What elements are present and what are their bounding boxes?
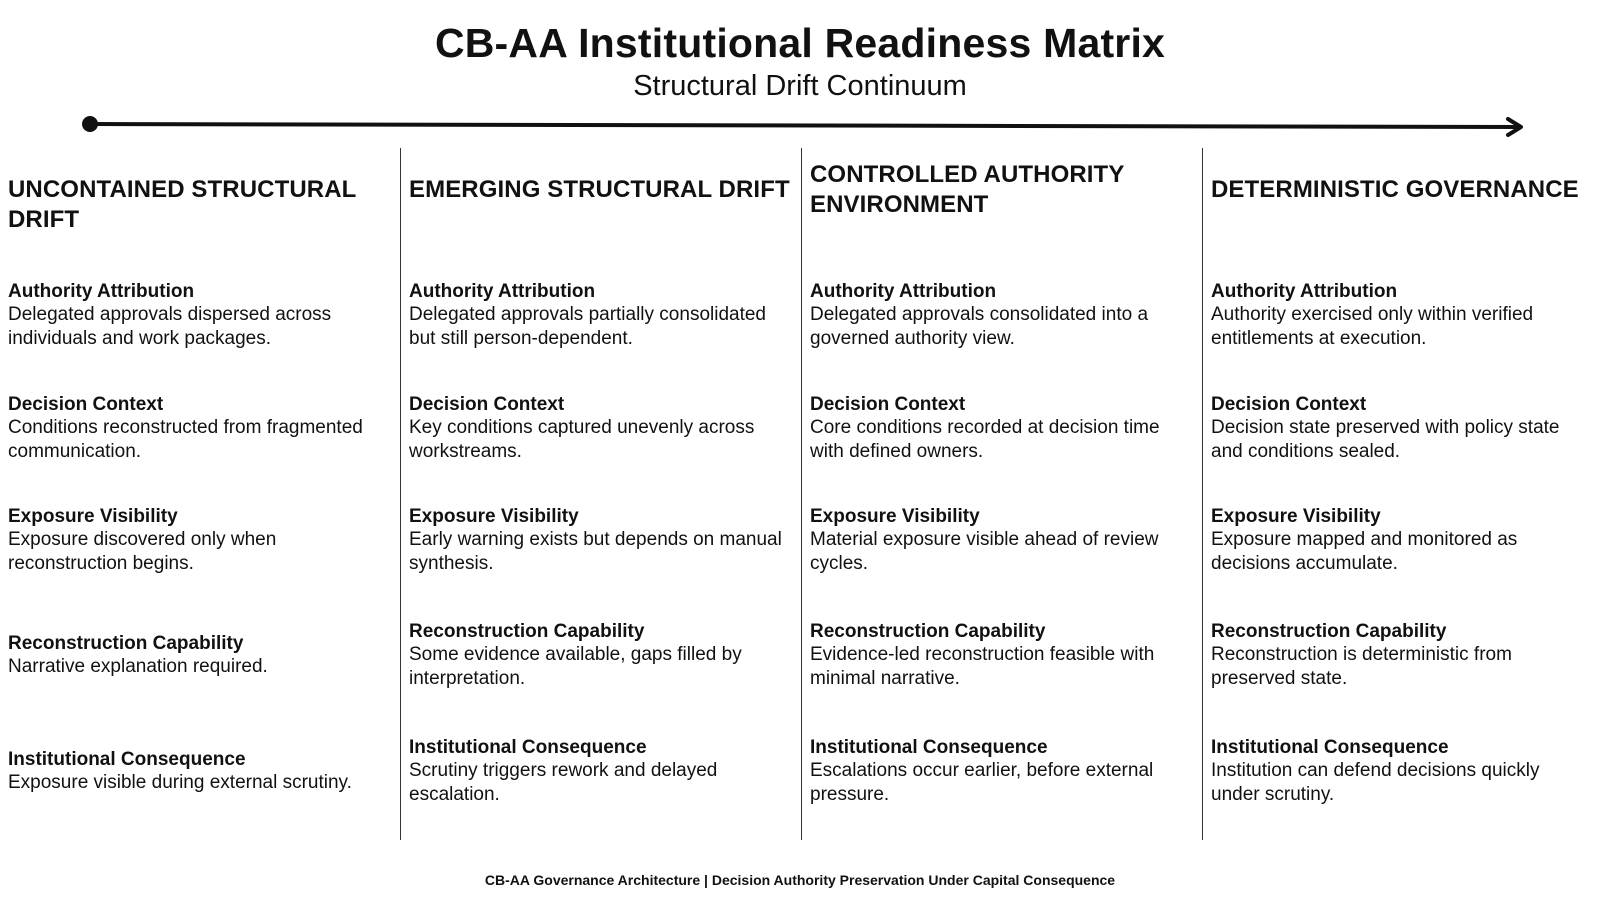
dimension-text: Exposure visible during external scrutiny. <box>8 772 352 793</box>
dimension-authority-attribution <box>810 280 1194 350</box>
dimension-text: Key conditions captured unevenly across workstreams. <box>409 417 755 462</box>
dimension-title: Exposure Visibility <box>8 506 178 527</box>
dimension-text: Decision state preserved with policy state and conditions sealed. <box>1211 417 1560 462</box>
column-controlled-authority-environment <box>801 148 1202 840</box>
dimension-institutional-consequence <box>1211 736 1592 806</box>
dimension-title: Decision Context <box>1211 394 1367 415</box>
dimension-authority-attribution <box>409 280 793 350</box>
dimension-authority-attribution <box>8 280 392 350</box>
dimension-title: Reconstruction Capability <box>810 621 1046 642</box>
dimension-title: Reconstruction Capability <box>8 633 244 654</box>
dimension-title: Institutional Consequence <box>810 737 1048 758</box>
dimension-text: Material exposure visible ahead of review cycles. <box>810 529 1159 574</box>
dimension-text: Narrative explanation required. <box>8 656 268 677</box>
column-emerging-structural-drift <box>400 148 801 840</box>
dimension-reconstruction-capability <box>409 620 793 690</box>
dimension-title: Exposure Visibility <box>810 506 980 527</box>
dimension-text: Delegated approvals consolidated into a governed authority view. <box>810 304 1149 349</box>
column-heading: UNCONTAINED STRUCTURAL DRIFT <box>8 176 356 233</box>
dimension-title: Exposure Visibility <box>1211 506 1381 527</box>
page-subtitle: Structural Drift Continuum <box>633 70 967 102</box>
dimension-title: Authority Attribution <box>409 281 596 302</box>
dimension-text: Exposure discovered only when reconstruction begins. <box>8 529 277 574</box>
column-uncontained-structural-drift <box>0 148 400 840</box>
dimension-text: Exposure mapped and monitored as decisions accumulate. <box>1211 529 1518 574</box>
dimension-exposure-visibility <box>8 505 392 575</box>
dimension-decision-context <box>8 393 392 463</box>
dimension-text: Early warning exists but depends on manual synthesis. <box>409 529 782 574</box>
dimension-reconstruction-capability <box>8 632 392 679</box>
dimension-exposure-visibility <box>1211 505 1592 575</box>
continuum-arrow-icon <box>80 114 1530 140</box>
dimension-institutional-consequence <box>810 736 1194 806</box>
dimension-exposure-visibility <box>409 505 793 575</box>
dimension-title: Decision Context <box>409 394 565 415</box>
dimension-title: Authority Attribution <box>1211 281 1398 302</box>
dimension-institutional-consequence <box>409 736 793 806</box>
dimension-decision-context <box>409 393 793 463</box>
dimension-title: Decision Context <box>810 394 966 415</box>
dimension-title: Institutional Consequence <box>409 737 647 758</box>
dimension-text: Core conditions recorded at decision time with defined owners. <box>810 417 1160 462</box>
dimension-title: Exposure Visibility <box>409 506 579 527</box>
dimension-text: Delegated approvals dispersed across individuals and work packages. <box>8 304 332 349</box>
dimension-text: Institution can defend decisions quickly under scrutiny. <box>1211 760 1540 805</box>
dimension-text: Escalations occur earlier, before external pressure. <box>810 760 1154 805</box>
dimension-authority-attribution <box>1211 280 1592 350</box>
dimension-title: Reconstruction Capability <box>1211 621 1447 642</box>
dimension-text: Scrutiny triggers rework and delayed escalation. <box>409 760 718 805</box>
dimension-institutional-consequence <box>8 748 392 795</box>
dimension-title: Decision Context <box>8 394 164 415</box>
dimension-reconstruction-capability <box>810 620 1194 690</box>
dimension-exposure-visibility <box>810 505 1194 575</box>
dimension-text: Authority exercised only within verified entitlements at execution. <box>1211 304 1534 349</box>
page-title: CB-AA Institutional Readiness Matrix <box>434 20 1166 66</box>
dimension-title: Authority Attribution <box>810 281 997 302</box>
continuum-line <box>90 124 1520 127</box>
dimension-title: Authority Attribution <box>8 281 195 302</box>
dimension-decision-context <box>810 393 1194 463</box>
column-heading: EMERGING STRUCTURAL DRIFT <box>409 176 790 203</box>
dimension-decision-context <box>1211 393 1592 463</box>
dimension-text: Delegated approvals partially consolidated but still person-dependent. <box>409 304 767 349</box>
column-heading: DETERMINISTIC GOVERNANCE <box>1211 176 1579 203</box>
dimension-text: Some evidence available, gaps filled by interpretation. <box>409 644 742 689</box>
footer-caption: CB-AA Governance Architecture | Decision Authority Preservation Under Capital Consequence <box>484 872 1116 888</box>
dimension-title: Reconstruction Capability <box>409 621 645 642</box>
dimension-text: Reconstruction is deterministic from preserved state. <box>1211 644 1512 689</box>
dimension-reconstruction-capability <box>1211 620 1592 690</box>
dimension-text: Evidence-led reconstruction feasible with minimal narrative. <box>810 644 1155 689</box>
dimension-title: Institutional Consequence <box>8 749 246 770</box>
dimension-title: Institutional Consequence <box>1211 737 1449 758</box>
dimension-text: Conditions reconstructed from fragmented communication. <box>8 417 363 462</box>
column-deterministic-governance <box>1202 148 1600 840</box>
column-heading: CONTROLLED AUTHORITY ENVIRONMENT <box>810 161 1124 218</box>
continuum-arrow <box>80 114 1530 140</box>
